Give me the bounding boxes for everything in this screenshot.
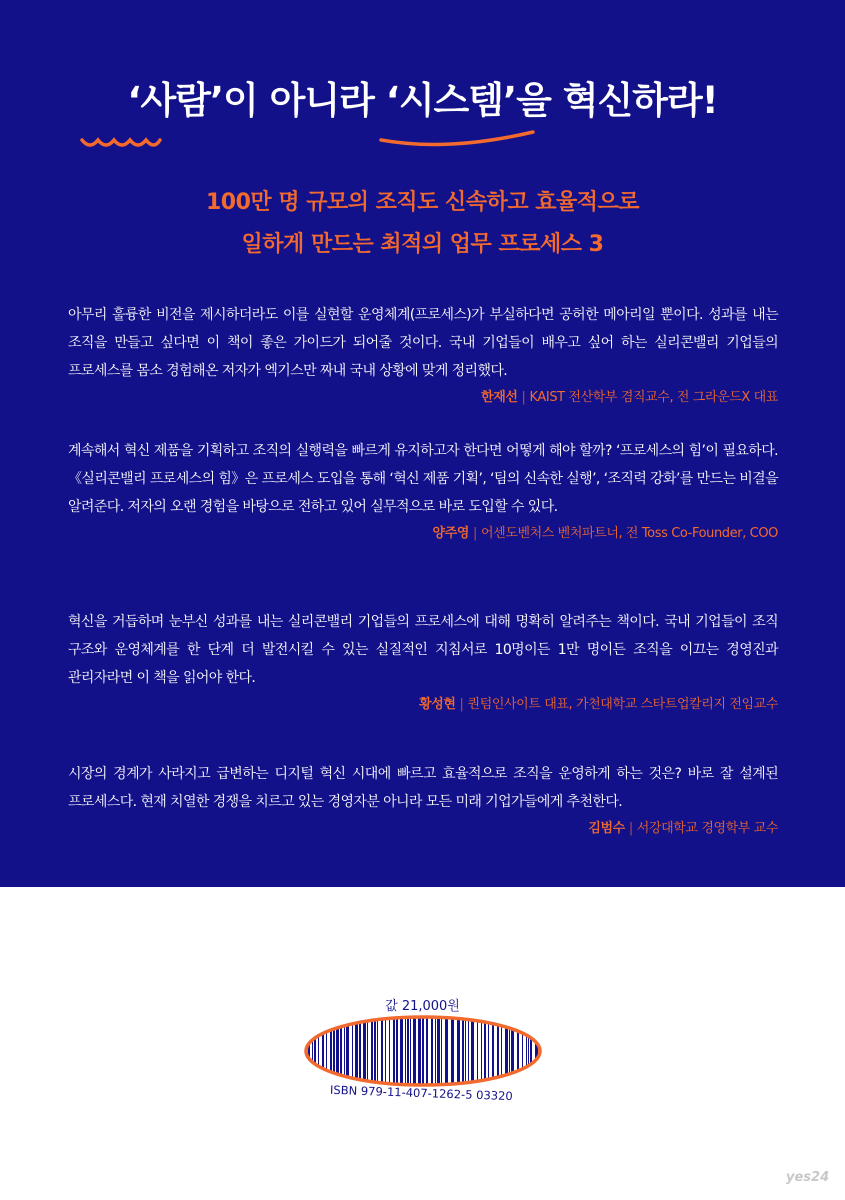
barcode-bar bbox=[381, 1014, 383, 1088]
barcode-bar bbox=[407, 1014, 409, 1088]
reviewer-name: 양주영 bbox=[432, 526, 470, 541]
barcode-bar bbox=[526, 1014, 527, 1088]
squiggle-underline-left bbox=[80, 130, 162, 152]
barcode-bar bbox=[477, 1014, 478, 1088]
reviewer-role: 서강대학교 경영학부 교수 bbox=[636, 821, 778, 836]
review-attribution bbox=[68, 818, 778, 840]
barcode-graphic bbox=[302, 1014, 544, 1088]
barcode bbox=[302, 1014, 544, 1088]
review-3 bbox=[68, 608, 778, 716]
barcode-bar bbox=[481, 1014, 482, 1088]
headline-word-system: 시스템 bbox=[398, 79, 504, 122]
barcode-bar bbox=[333, 1014, 335, 1088]
isbn-label: ISBN 979-11-407-1262-5 03320 bbox=[329, 1082, 513, 1104]
barcode-bar bbox=[336, 1014, 339, 1088]
quote-open-2: ‘ bbox=[385, 79, 399, 122]
barcode-bar bbox=[396, 1014, 398, 1088]
barcode-bar bbox=[314, 1014, 316, 1088]
barcode-bar bbox=[393, 1014, 395, 1088]
barcode-bar bbox=[445, 1014, 448, 1088]
barcode-bar bbox=[431, 1014, 433, 1088]
barcode-bar bbox=[462, 1014, 464, 1088]
subheadline bbox=[0, 182, 845, 266]
barcode-bar bbox=[400, 1014, 403, 1088]
review-text: 시장의 경계가 사라지고 급변하는 디지털 혁신 시대에 빠르고 효율적으로 조직을 운영하게 하는 것은? 바로 잘 설계된 프로세스다. 현재 치열한 경쟁을 치르고 있는 경영자분 아니라 모든 미래 기업가들에게 추천한다. bbox=[68, 766, 778, 810]
headline bbox=[0, 70, 845, 124]
headline-end: 을 혁신하라! bbox=[516, 79, 718, 122]
barcode-bar bbox=[330, 1014, 332, 1088]
barcode-bar bbox=[465, 1014, 466, 1088]
barcode-bar bbox=[367, 1014, 368, 1088]
reviewer-name: 황성현 bbox=[419, 697, 456, 712]
separator: | bbox=[459, 697, 464, 712]
review-text: 혁신을 거듭하며 눈부신 성과를 내는 실리콘밸리 기업들의 프로세스에 대해 명확히 알려주는 책이다. 국내 기업들이 조직 구조와 운영체계를 한 단계 더 발전시킬 수 있는 실질적인 지침서로 10명이든 1만 명이든 조직을 이끄는 경영진과 관리자라면 이 책을 읽어야 한다. bbox=[68, 614, 778, 686]
barcode-bar bbox=[451, 1014, 454, 1088]
review-attribution bbox=[68, 694, 778, 716]
review-attribution bbox=[68, 387, 778, 409]
barcode-bar bbox=[413, 1014, 416, 1088]
curve-underline-right bbox=[378, 126, 538, 152]
barcode-bar bbox=[308, 1014, 310, 1088]
price-label: 값 21,000원 bbox=[385, 999, 460, 1014]
barcode-bar bbox=[488, 1014, 489, 1088]
barcode-bar bbox=[374, 1014, 376, 1088]
barcode-bar bbox=[437, 1014, 440, 1088]
barcode-bar bbox=[535, 1014, 538, 1088]
reviewer-role: KAIST 전산학부 겸직교수, 전 그라운드X 대표 bbox=[529, 390, 778, 405]
reviewer-name: 한재선 bbox=[481, 390, 518, 405]
barcode-bar bbox=[405, 1014, 406, 1088]
quote-open-1: ‘ bbox=[127, 79, 141, 122]
barcode-bar bbox=[441, 1014, 442, 1088]
review-4 bbox=[68, 760, 778, 840]
barcode-bar bbox=[326, 1014, 327, 1088]
barcode-bar bbox=[318, 1014, 319, 1088]
barcode-bar bbox=[530, 1014, 532, 1088]
headline-middle: 이 아니라 bbox=[223, 79, 386, 122]
barcode-bar bbox=[468, 1014, 469, 1088]
barcode-bar bbox=[484, 1014, 486, 1088]
reviewer-role: 퀀텀인사이트 대표, 가천대학교 스타트업칼리지 전임교수 bbox=[467, 697, 778, 712]
barcode-bar bbox=[511, 1014, 514, 1088]
barcode-bar bbox=[471, 1014, 474, 1088]
barcode-bar bbox=[371, 1014, 373, 1088]
separator: | bbox=[628, 821, 633, 836]
barcode-bar bbox=[418, 1014, 421, 1088]
barcode-bar bbox=[457, 1014, 460, 1088]
review-attribution bbox=[68, 523, 778, 545]
barcode-bar bbox=[517, 1014, 519, 1088]
barcode-bar bbox=[389, 1014, 390, 1088]
barcode-bar bbox=[363, 1014, 366, 1088]
yes24-logo: yes24 bbox=[786, 1170, 830, 1185]
barcode-bar bbox=[509, 1014, 510, 1088]
barcode-bar bbox=[410, 1014, 411, 1088]
barcode-bar bbox=[377, 1014, 378, 1088]
separator: | bbox=[473, 526, 477, 541]
barcode-bar bbox=[322, 1014, 324, 1088]
separator: | bbox=[521, 390, 526, 405]
reviewer-name: 김범수 bbox=[588, 821, 625, 836]
barcode-bar bbox=[385, 1014, 386, 1088]
barcode-bar bbox=[355, 1014, 358, 1088]
review-text: 계속해서 혁신 제품을 기획하고 조직의 실행력을 빠르게 유지하고자 한다면 어떻게 해야 할까? ‘프로세스의 힘’이 필요하다. 《실리콘밸리 프로세스의 힘》은 프로세스 도입을 통해 ‘혁신 제품 기획’, ‘팀의 신속한 실행’, ‘조직력 강화’를 만드는 비결을 알려준다. 저자의 오랜 경험을 바탕으로 전하고 있어 실무적으로 바로 도입할 수 있다. bbox=[68, 443, 778, 515]
quote-close-1: ’ bbox=[209, 79, 224, 122]
barcode-bar bbox=[422, 1014, 424, 1088]
barcode-bar bbox=[435, 1014, 436, 1088]
barcode-bar bbox=[528, 1014, 529, 1088]
subheadline-line-1: 100만 명 규모의 조직도 신속하고 효율적으로 bbox=[205, 190, 639, 215]
quote-close-2: ’ bbox=[503, 79, 517, 122]
review-2 bbox=[68, 437, 778, 545]
subheadline-line-2: 일하게 만드는 최적의 업무 프로세스 3 bbox=[241, 232, 604, 257]
review-text: 아무리 훌륭한 비전을 제시하더라도 이를 실현할 운영체계(프로세스)가 부실하다면 공허한 메아리일 뿐이다. 성과를 내는 조직을 만들고 싶다면 이 책이 좋은 가이드가 되어줄 것이다. 국내 기업들이 배우고 싶어 하는 실리콘밸리 기업들의 프로세스를 몸소 경험해온 저자가 엑기스만 짜내 국내 상황에 맞게 정리했다. bbox=[68, 307, 778, 379]
barcode-bar bbox=[522, 1014, 523, 1088]
reviewer-role: 어센도벤처스 벤처파트너, 전 Toss Co-Founder, COO bbox=[481, 526, 778, 541]
review-1 bbox=[68, 301, 778, 409]
barcode-bar bbox=[312, 1014, 313, 1088]
barcode-bar bbox=[426, 1014, 428, 1088]
headline-word-person: 사람 bbox=[140, 79, 210, 122]
barcode-bar bbox=[359, 1014, 361, 1088]
